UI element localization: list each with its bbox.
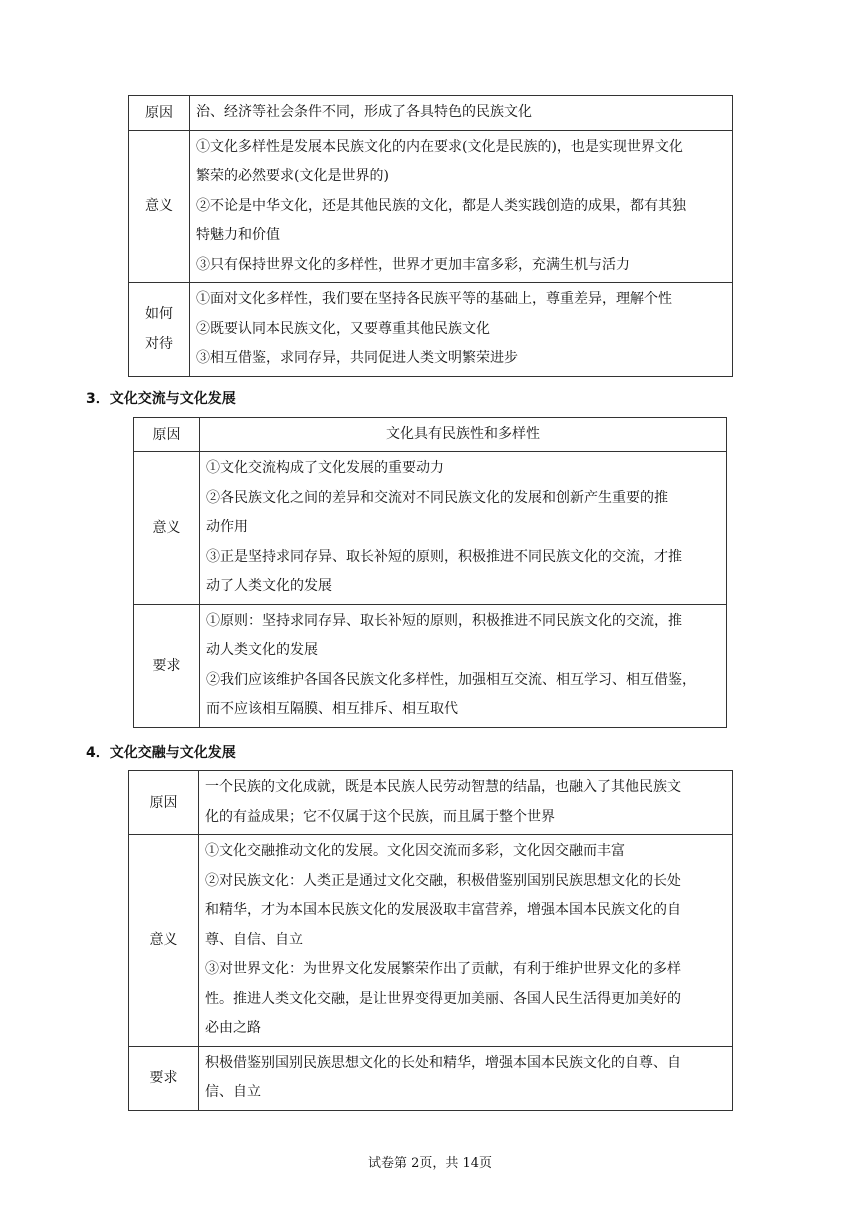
row-content: ①原则：坚持求同存异、取长补短的原则，积极推进不同民族文化的交流，推 动人类文化的发展 ②我们应该维护各国各民族文化多样性，加强相互交流、相互学习、相互借鉴， 而不应该相互隔膜、相互排斥、相互取代 (200, 604, 727, 727)
section-heading-3: 3．文化交流与文化发展 (86, 391, 236, 407)
table-integration (128, 770, 733, 1111)
table-row (129, 1046, 733, 1110)
row-label: 意义 (134, 452, 200, 605)
row-content: 文化具有民族性和多样性 (200, 418, 727, 452)
row-label: 意义 (129, 835, 199, 1047)
table-row (134, 452, 727, 605)
table-diversity (128, 95, 733, 377)
table-row (134, 418, 727, 452)
row-label: 原因 (129, 96, 190, 131)
row-label: 要求 (129, 1046, 199, 1110)
row-content: ①文化多样性是发展本民族文化的内在要求(文化是民族的)，也是实现世界文化 繁荣的必然要求(文化是世界的) ②不论是中华文化，还是其他民族的文化，都是人类实践创造的成果，都有其独 特魅力和价值 ③只有保持世界文化的多样性，世界才更加丰富多彩，充满生机与活力 (190, 130, 733, 283)
row-content: 积极借鉴别国别民族思想文化的长处和精华，增强本国本民族文化的自尊、自 信、自立 (199, 1046, 733, 1110)
row-label: 如何 对待 (129, 283, 190, 377)
row-label: 意义 (129, 130, 190, 283)
page-footer: 试卷第 2页，共 14页 (367, 1156, 493, 1171)
table-exchange (133, 417, 727, 728)
table-row (129, 96, 733, 131)
row-content: ①文化交融推动文化的发展。文化因交流而多彩，文化因交融而丰富 ②对民族文化：人类正是通过文化交融，积极借鉴别国别民族思想文化的长处 和精华，才为本国本民族文化的发展汲取丰富营养，增强本国本民族文化的自 尊、自信、自立 ③对世界文化：为世界文化发展繁荣作出了贡献，有利于维护世界文化的多样 性。推进人类文化交融，是让世界变得更加美丽、各国人民生活得更加美好的 必由之路 (199, 835, 733, 1047)
row-content: ①面对文化多样性，我们要在坚持各民族平等的基础上，尊重差异，理解个性 ②既要认同本民族文化，又要尊重其他民族文化 ③相互借鉴，求同存异，共同促进人类文明繁荣进步 (190, 283, 733, 377)
row-content: 治、经济等社会条件不同，形成了各具特色的民族文化 (190, 96, 733, 131)
table-row (129, 835, 733, 1047)
table-row (129, 771, 733, 835)
section-heading-4: 4．文化交融与文化发展 (86, 745, 236, 761)
table-row (129, 130, 733, 283)
table-row (134, 604, 727, 727)
row-content: ①文化交流构成了文化发展的重要动力 ②各民族文化之间的差异和交流对不同民族文化的发展和创新产生重要的推 动作用 ③正是坚持求同存异、取长补短的原则，积极推进不同民族文化的交流，才推 动了人类文化的发展 (200, 452, 727, 605)
row-content: 一个民族的文化成就，既是本民族人民劳动智慧的结晶，也融入了其他民族文 化的有益成果；它不仅属于这个民族，而且属于整个世界 (199, 771, 733, 835)
row-label: 要求 (134, 604, 200, 727)
table-row (129, 283, 733, 377)
row-label: 原因 (134, 418, 200, 452)
row-label: 原因 (129, 771, 199, 835)
